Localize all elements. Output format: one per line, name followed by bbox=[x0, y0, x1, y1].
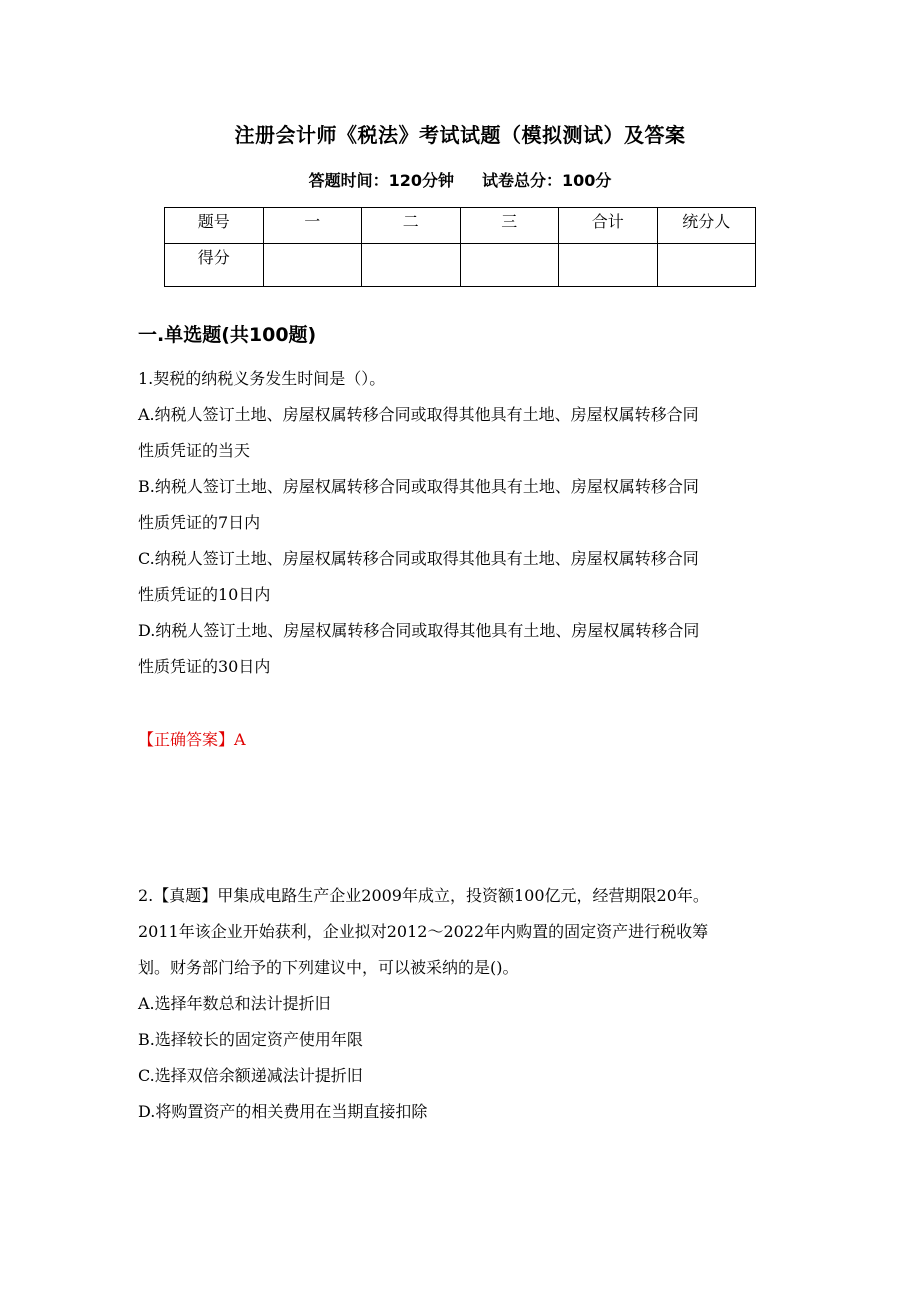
score-table-cell bbox=[460, 244, 559, 287]
score-table-cell: 合计 bbox=[559, 208, 658, 244]
page-title: 注册会计师《税法》考试试题（模拟测试）及答案 bbox=[234, 123, 686, 147]
question-2-stem-cont: 2011年该企业开始获利，企业拟对2012～2022年内购置的固定资产进行税收筹 bbox=[138, 922, 709, 941]
question-2-option-c: C.选择双倍余额递减法计提折旧 bbox=[138, 1066, 363, 1085]
question-1-option-b-cont: 性质凭证的7日内 bbox=[138, 513, 261, 532]
exam-time: 答题时间：120分钟 bbox=[308, 171, 454, 190]
score-table-cell: 题号 bbox=[165, 208, 264, 244]
question-1-stem: 1.契税的纳税义务发生时间是（）。 bbox=[138, 369, 386, 388]
score-table-cell bbox=[362, 244, 461, 287]
exam-meta bbox=[0, 168, 920, 194]
score-table-cell bbox=[657, 244, 756, 287]
question-1-option-c: C.纳税人签订土地、房屋权属转移合同或取得其他具有土地、房屋权属转移合同 bbox=[138, 549, 699, 568]
question-1-option-c-cont: 性质凭证的10日内 bbox=[138, 585, 271, 604]
score-table-header-row bbox=[165, 208, 756, 244]
score-table-cell bbox=[559, 244, 658, 287]
score-table-score-row bbox=[165, 244, 756, 287]
question-2-stem-cont: 划。财务部门给予的下列建议中，可以被采纳的是()。 bbox=[138, 958, 519, 977]
score-table-cell bbox=[263, 244, 362, 287]
question-1-option-a: A.纳税人签订土地、房屋权属转移合同或取得其他具有土地、房屋权属转移合同 bbox=[138, 405, 699, 424]
score-table-cell: 得分 bbox=[165, 244, 264, 287]
score-table-cell: 统分人 bbox=[657, 208, 756, 244]
score-table-cell: 一 bbox=[263, 208, 362, 244]
score-table-cell: 二 bbox=[362, 208, 461, 244]
question-1-option-d-cont: 性质凭证的30日内 bbox=[138, 657, 271, 676]
question-1-option-b: B.纳税人签订土地、房屋权属转移合同或取得其他具有土地、房屋权属转移合同 bbox=[138, 477, 699, 496]
score-table bbox=[164, 207, 756, 287]
question-2-option-d: D.将购置资产的相关费用在当期直接扣除 bbox=[138, 1102, 428, 1121]
question-1-answer: 【正确答案】A bbox=[138, 730, 246, 749]
question-2-stem: 2.【真题】甲集成电路生产企业2009年成立，投资额100亿元，经营期限20年。 bbox=[138, 886, 709, 905]
question-1-option-a-cont: 性质凭证的当天 bbox=[138, 441, 251, 460]
question-2-option-b: B.选择较长的固定资产使用年限 bbox=[138, 1030, 363, 1049]
exam-total-score: 试卷总分：100分 bbox=[482, 171, 612, 190]
question-1-option-d: D.纳税人签订土地、房屋权属转移合同或取得其他具有土地、房屋权属转移合同 bbox=[138, 621, 700, 640]
question-2-option-a: A.选择年数总和法计提折旧 bbox=[138, 994, 331, 1013]
score-table-cell: 三 bbox=[460, 208, 559, 244]
section-heading: 一.单选题(共100题) bbox=[138, 324, 317, 346]
